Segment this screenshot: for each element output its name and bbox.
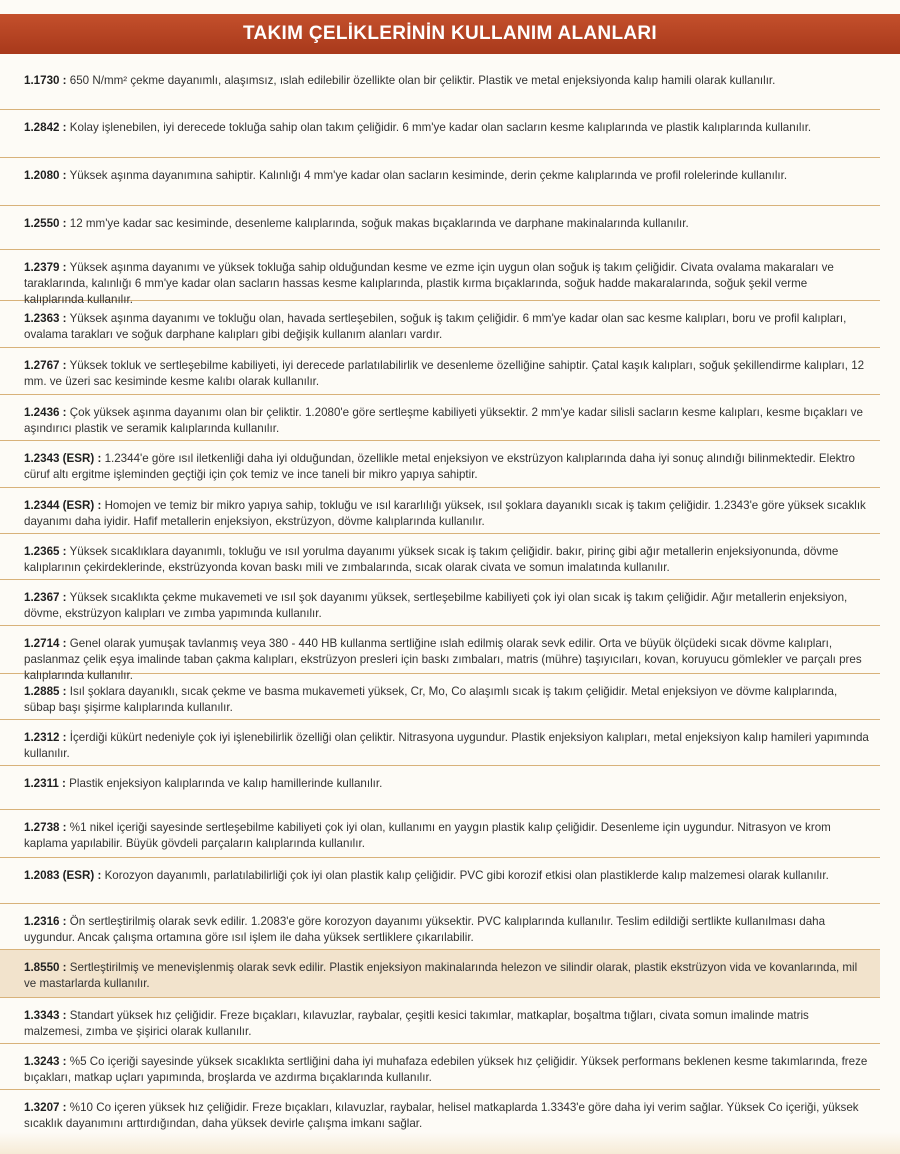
steel-list [0, 63, 900, 1139]
steel-entry [0, 1044, 880, 1090]
steel-code: 1.2379 : [24, 261, 67, 274]
steel-description: Genel olarak yumuşak tavlanmış veya 380 - 440 HB kullanma sertliğine ıslah edilmiş olarak sevk edilir. Orta ve büyük ölçüdeki sıcak dövme kalıpları, paslanmaz çelik eşya imalinde taban çakma kalıpları, ekstrüzyon presleri için baskı zımbaları, matris (mühre) taşıyıcıları, kovan, koruyucu gömlekler ve parçalı pres kalıplarında kullanılır. [24, 637, 862, 682]
steel-description: Yüksek sıcaklıkta çekme mukavemeti ve ısıl şok dayanımı yüksek, sertleşebilme kabiliyeti çok iyi olan sıcak iş takım çeliğidir. Ağır metallerin enjeksiyon, dövme, ekstrüzyon kalıpları ve zımba yapımında kullanılır. [24, 591, 848, 620]
steel-code: 1.2367 : [24, 591, 67, 604]
bottom-strip [0, 1132, 900, 1154]
steel-description: Yüksek aşınma dayanımı ve tokluğu olan, havada sertleşebilen, soğuk iş takım çeliğidir. 6 mm'ye kadar olan sac kesme kalıpları, boru ve profil kalıpları, ovalama tarakları ve soğuk darphane kalıpları gibi değişik kullanım alanları vardır. [24, 312, 847, 341]
steel-entry [0, 904, 880, 950]
steel-entry [0, 858, 880, 904]
steel-entry [0, 206, 880, 250]
steel-description: %10 Co içeren yüksek hız çeliğidir. Freze bıçakları, kılavuzlar, raybalar, helisel matkaplarda 1.3343'e göre daha iyi verim sağlar. Yüksek Co içeriği, yüksek sıcaklık dayanımını arttırdığından, daha yüksek devirle çalışma imkanı sağlar. [24, 1101, 859, 1130]
steel-description: Çok yüksek aşınma dayanımı olan bir çeliktir. 1.2080'e göre sertleşme kabiliyeti yüksektir. 2 mm'ye kadar silisli sacların kesme kalıpları, kesme bıçakları ve aşındırıcı plastik ve seramik kalıplarında kullanılır. [24, 406, 863, 435]
steel-code: 1.1730 : [24, 74, 67, 87]
steel-code: 1.2344 (ESR) : [24, 499, 102, 512]
steel-description: %1 nikel içeriği sayesinde sertleşebilme kabiliyeti çok iyi olan, kullanımı en yaygın plastik kalıp çeliğidir. Desenleme için uygundur. Nitrasyon ve krom kaplama yapılabilir. Büyük gövdeli parçaların kalıplarında kullanılır. [24, 821, 831, 850]
steel-entry [0, 720, 880, 766]
steel-code: 1.2436 : [24, 406, 67, 419]
steel-code: 1.2343 (ESR) : [24, 452, 102, 465]
steel-description: Homojen ve temiz bir mikro yapıya sahip, tokluğu ve ısıl kararlılığı yüksek, ısıl şoklara dayanıklı sıcak iş takım çeliğidir. 1.2343'e göre yüksek sıcaklık dayanımı daha iyidir. Hafif metallerin enjeksiyon, ekstrüzyon, dövme kalıplarında kullanılır. [24, 499, 866, 528]
steel-code: 1.2312 : [24, 731, 67, 744]
steel-entry [0, 488, 880, 534]
steel-entry [0, 395, 880, 441]
steel-description: 1.2344'e göre ısıl iletkenliği daha iyi olduğundan, özellikle metal enjeksiyon ve ekstrüzyon kalıplarında daha iyi sonuç alındığı bilinmektedir. Elektro cüruf altı ergitme işleminden geçtiği için çok temiz ve ince taneli bir mikro yapıya sahiptir. [24, 452, 856, 481]
steel-entry [0, 950, 880, 998]
steel-entry [0, 766, 880, 810]
steel-description: %5 Co içeriği sayesinde yüksek sıcaklıkta sertliğini daha iyi muhafaza edebilen yüksek hız çeliğidir. Yüksek performans beklenen kesme takımlarında, freze bıçakları, matkap uçları yapımında, broşlarda ve azdırma bıçaklarında kullanılır. [24, 1055, 868, 1084]
steel-description: Kolay işlenebilen, iyi derecede tokluğa sahip olan takım çeliğidir. 6 mm'ye kadar olan sacların kesme kalıplarında ve plastik kalıplarında kullanılır. [69, 121, 812, 134]
steel-description: Korozyon dayanımlı, parlatılabilirliği çok iyi olan plastik kalıp çeliğidir. PVC gibi korozif etkisi olan plastiklerde kalıp malzemesi olarak kullanılır. [104, 869, 829, 882]
steel-code: 1.2714 : [24, 637, 67, 650]
steel-code: 1.3243 : [24, 1055, 67, 1068]
steel-entry [0, 348, 880, 395]
steel-entry [0, 626, 880, 682]
steel-code: 1.8550 : [24, 961, 67, 974]
steel-code: 1.2842 : [24, 121, 67, 134]
steel-description: Yüksek aşınma dayanımı ve yüksek tokluğa sahip olduğundan kesme ve ezme için uygun olan soğuk iş takım çeliğidir. Civata ovalama makaraları ve taraklarında, kalınlığı 6 mm'ye kadar olan sacların hassas kesme kalıplarında, plastik kırma bıçaklarında, soğuk hadde makaralarında, soğuk şekil verme kalıplarında kullanılır. [24, 261, 834, 306]
title-banner [0, 14, 900, 54]
steel-code: 1.2316 : [24, 915, 67, 928]
steel-description: Standart yüksek hız çeliğidir. Freze bıçakları, kılavuzlar, raybalar, çeşitli kesici takımlar, matkaplar, boşaltma tığları, civata somun imalinde matris malzemesi, zımba ve şişirici olarak kullanılır. [24, 1009, 809, 1038]
steel-entry [0, 63, 880, 110]
steel-entry [0, 441, 880, 488]
steel-code: 1.2080 : [24, 169, 67, 182]
steel-description: 650 N/mm² çekme dayanımlı, alaşımsız, ıslah edilebilir özellikte olan bir çeliktir. Plastik ve metal enjeksiyonda kalıp hamili olarak kullanılır. [69, 74, 776, 87]
steel-entry [0, 810, 880, 858]
steel-entry [0, 158, 880, 206]
steel-entry [0, 534, 880, 580]
steel-description: Yüksek aşınma dayanımına sahiptir. Kalınlığı 4 mm'ye kadar olan sacların kesiminde, derin çekme kalıplarında ve profil rolelerinde kullanılır. [69, 169, 788, 182]
steel-code: 1.2363 : [24, 312, 67, 325]
steel-code: 1.2365 : [24, 545, 67, 558]
steel-description: Ön sertleştirilmiş olarak sevk edilir. 1.2083'e göre korozyon dayanımı yüksektir. PVC kalıplarında kullanılır. Teslim edildiği sertlikte kullanılması daha uygundur. Ancak çalışma ortamına göre ısıl işlem ile daha yüksek sertliklere çıkarılabilir. [24, 915, 826, 944]
steel-entry [0, 580, 880, 626]
steel-entry [0, 250, 880, 306]
steel-code: 1.2550 : [24, 217, 67, 230]
steel-description: Sertleştirilmiş ve menevişlenmiş olarak sevk edilir. Plastik enjeksiyon makinalarında helezon ve silindir olarak, plastik ekstrüzyon vida ve kovanlarında, mil ve mastarlarda kullanılır. [24, 961, 858, 990]
steel-description: 12 mm'ye kadar sac kesiminde, desenleme kalıplarında, soğuk makas bıçaklarında ve darphane makinalarında kullanılır. [69, 217, 689, 230]
steel-code: 1.2738 : [24, 821, 67, 834]
steel-description: Isıl şoklara dayanıklı, sıcak çekme ve basma mukavemeti yüksek, Cr, Mo, Co alaşımlı sıcak iş takım çeliğidir. Metal enjeksiyon ve dövme kalıplarında, sübap başı şişirme kalıplarında kullanılır. [24, 685, 838, 714]
steel-entry [0, 674, 880, 720]
steel-description: Yüksek tokluk ve sertleşebilme kabiliyeti, iyi derecede parlatılabilirlik ve desenleme özelliğine sahiptir. Çatal kaşık kalıpları, soğuk şekillendirme kalıpları, 12 mm. ve üzeri sac kesiminde kesme kalıbı olarak kullanılır. [24, 359, 865, 388]
steel-code: 1.3207 : [24, 1101, 67, 1114]
steel-entry [0, 998, 880, 1044]
steel-entry [0, 301, 880, 348]
steel-entry [0, 110, 880, 158]
steel-code: 1.2767 : [24, 359, 67, 372]
steel-description: Yüksek sıcaklıklara dayanımlı, tokluğu ve ısıl yorulma dayanımı yüksek sıcak iş takım çeliğidir. bakır, pirinç gibi ağır metallerin enjeksiyonunda, dövme kalıplarının çekirdeklerinde, ekstrüzyonda kovan baskı mili ve zımbalarında, sıcak olarak civata ve somun imalatında kullanılır. [24, 545, 839, 574]
steel-code: 1.2311 : [24, 777, 66, 790]
steel-description: İçerdiği kükürt nedeniyle çok iyi işlenebilirlik özelliği olan çeliktir. Nitrasyona uygundur. Plastik enjeksiyon kalıpları, metal enjeksiyon kalıp hamileri yapımında kullanılır. [24, 731, 869, 760]
page-title: TAKIM ÇELİKLERİNİN KULLANIM ALANLARI [243, 23, 657, 44]
steel-code: 1.2885 : [24, 685, 67, 698]
steel-description: Plastik enjeksiyon kalıplarında ve kalıp hamillerinde kullanılır. [69, 777, 383, 790]
steel-code: 1.2083 (ESR) : [24, 869, 102, 882]
steel-code: 1.3343 : [24, 1009, 67, 1022]
